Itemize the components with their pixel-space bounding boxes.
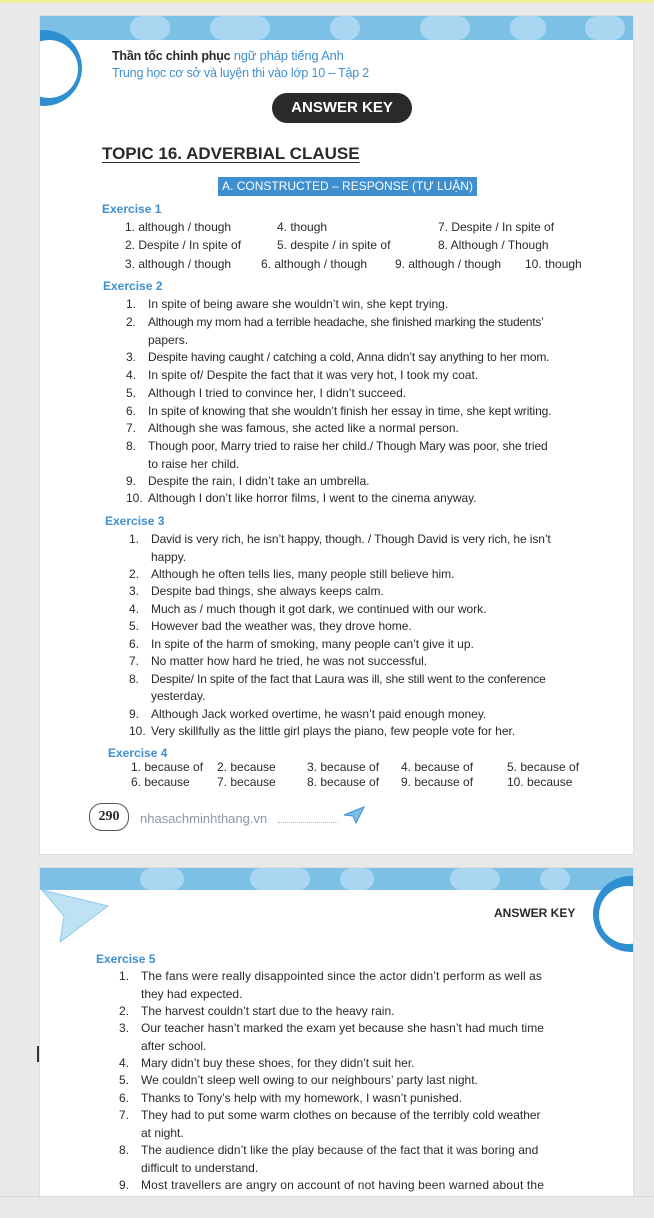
list-item: 8. Despite/ In spite of the fact that Laura was ill, she still went to the conference <box>129 672 546 686</box>
ex4-answer: 1. because of <box>131 760 204 774</box>
list-item: 3. Our teacher hasn’t marked the exam yet because she hasn’t had much time <box>119 1021 544 1035</box>
exercise-2-heading: Exercise 2 <box>103 279 163 293</box>
answer-key-header: ANSWER KEY <box>494 906 576 920</box>
ex1-answer: 9. although / though <box>395 257 502 271</box>
list-item: 3. Despite having caught / catching a cold, Anna didn’t say anything to her mom. <box>126 350 550 364</box>
list-item: 9. Most travellers are angry on account of not having been warned about the <box>119 1178 545 1192</box>
list-item-continuation: happy. <box>151 550 187 564</box>
ex1-answer: 3. although / though <box>125 257 232 271</box>
list-item: 5. However bad the weather was, they drove home. <box>129 619 412 633</box>
document-page-290 <box>40 16 633 854</box>
ex4-answer: 2. because <box>217 760 276 774</box>
ex4-answer: 7. because <box>217 775 276 789</box>
list-item: 10. Very skillfully as the little girl plays the piano, few people vote for her. <box>129 724 516 738</box>
list-item: 6. In spite of the harm of smoking, many people can’t give it up. <box>129 637 474 651</box>
list-item: 4. In spite of/ Despite the fact that it was very hot, I took my coat. <box>126 368 479 382</box>
list-item: 2. Although he often tells lies, many people still believe him. <box>129 567 455 581</box>
answer-key-badge: ANSWER KEY <box>272 93 412 123</box>
ex4-answer: 8. because of <box>307 775 380 789</box>
ex4-answer: 6. because <box>131 775 190 789</box>
list-item: 2. The harvest couldn’t start due to the heavy rain. <box>119 1004 395 1018</box>
ex4-answer: 3. because of <box>307 760 380 774</box>
list-item: 2. Although my mom had a terrible headache, she finished marking the students’ <box>126 315 544 329</box>
list-item-continuation: papers. <box>148 333 189 347</box>
ex1-answer: 10. though <box>525 257 582 271</box>
decorative-cloud-band <box>40 868 633 890</box>
list-item: 5. Although I tried to convince her, I didn’t succeed. <box>126 386 407 400</box>
margin-mark <box>37 1046 39 1062</box>
list-item: 3. Despite bad things, she always keeps calm. <box>129 584 384 598</box>
list-item-continuation: difficult to understand. <box>141 1161 259 1175</box>
paper-plane-icon <box>40 886 110 946</box>
list-item: 1. David is very rich, he isn’t happy, though. / Though David is very rich, he isn’t <box>129 532 551 546</box>
ex1-answer: 2. Despite / In spite of <box>125 238 242 252</box>
book-title: Thần tốc chinh phục ngữ pháp tiếng Anh <box>112 48 344 63</box>
list-item: 6. In spite of knowing that she wouldn’t finish her essay in time, she kept writing. <box>126 404 552 418</box>
ex1-answer: 6. although / though <box>261 257 368 271</box>
decorative-circle-left <box>40 30 82 106</box>
paper-plane-icon <box>343 806 365 824</box>
ex1-answer: 4. though <box>277 220 328 234</box>
ex4-answer: 5. because of <box>507 760 580 774</box>
list-item: 9. Despite the rain, I didn’t take an umbrella. <box>126 474 370 488</box>
exercise-3-heading: Exercise 3 <box>105 514 165 528</box>
ex1-answer: 1. although / though <box>125 220 232 234</box>
footer-dotted-line <box>278 822 338 823</box>
ex4-answer: 4. because of <box>401 760 474 774</box>
list-item: 5. We couldn’t sleep well owing to our neighbours’ party last night. <box>119 1073 478 1087</box>
list-item: 6. Thanks to Tony’s help with my homework, I wasn’t punished. <box>119 1091 463 1105</box>
ex4-answer: 9. because of <box>401 775 474 789</box>
list-item-continuation: they had expected. <box>141 987 243 1001</box>
list-item: 1. In spite of being aware she wouldn’t win, she kept trying. <box>126 297 449 311</box>
decorative-cloud-band <box>40 16 633 40</box>
footer-website: nhasachminhthang.vn <box>140 811 268 826</box>
viewer-top-line <box>0 0 654 3</box>
exercise-1-heading: Exercise 1 <box>102 202 162 216</box>
section-label: A. CONSTRUCTED – RESPONSE (TỰ LUẬN) <box>218 177 477 196</box>
document-page-next <box>40 868 633 1217</box>
list-item: 8. The audience didn’t like the play because of the fact that it was boring and <box>119 1143 539 1157</box>
ex1-answer: 8. Although / Though <box>438 238 549 252</box>
list-item: 7. They had to put some warm clothes on because of the terribly cold weather <box>119 1108 541 1122</box>
list-item-continuation: yesterday. <box>151 689 206 703</box>
list-item-continuation: to raise her child. <box>148 457 240 471</box>
exercise-5-heading: Exercise 5 <box>96 952 156 966</box>
list-item: 9. Although Jack worked overtime, he wasn’t paid enough money. <box>129 707 487 721</box>
list-item: 1. The fans were really disappointed since the actor didn’t perform as well as <box>119 969 543 983</box>
list-item: 4. Much as / much though it got dark, we continued with our work. <box>129 602 487 616</box>
list-item: 7. No matter how hard he tried, he was not successful. <box>129 654 428 668</box>
list-item: 8. Though poor, Marry tried to raise her child./ Though Mary was poor, she tried <box>126 439 548 453</box>
exercise-4-heading: Exercise 4 <box>108 746 168 760</box>
viewer-bottom-strip <box>0 1196 654 1218</box>
ex1-answer: 5. despite / in spite of <box>277 238 391 252</box>
ex1-answer: 7. Despite / In spite of <box>438 220 555 234</box>
topic-title: TOPIC 16. ADVERBIAL CLAUSE <box>102 144 360 163</box>
list-item: 4. Mary didn’t buy these shoes, for they didn’t suit her. <box>119 1056 415 1070</box>
list-item: 10. Although I don’t like horror films, I went to the cinema anyway. <box>126 491 477 505</box>
ex4-answer: 10. because <box>507 775 573 789</box>
list-item: 7. Although she was famous, she acted like a normal person. <box>126 421 459 435</box>
list-item-continuation: after school. <box>141 1039 207 1053</box>
book-subtitle: Trung học cơ sở và luyện thi vào lớp 10 – Tập 2 <box>112 66 370 80</box>
list-item-continuation: at night. <box>141 1126 184 1140</box>
page-number: 290 <box>89 803 129 831</box>
